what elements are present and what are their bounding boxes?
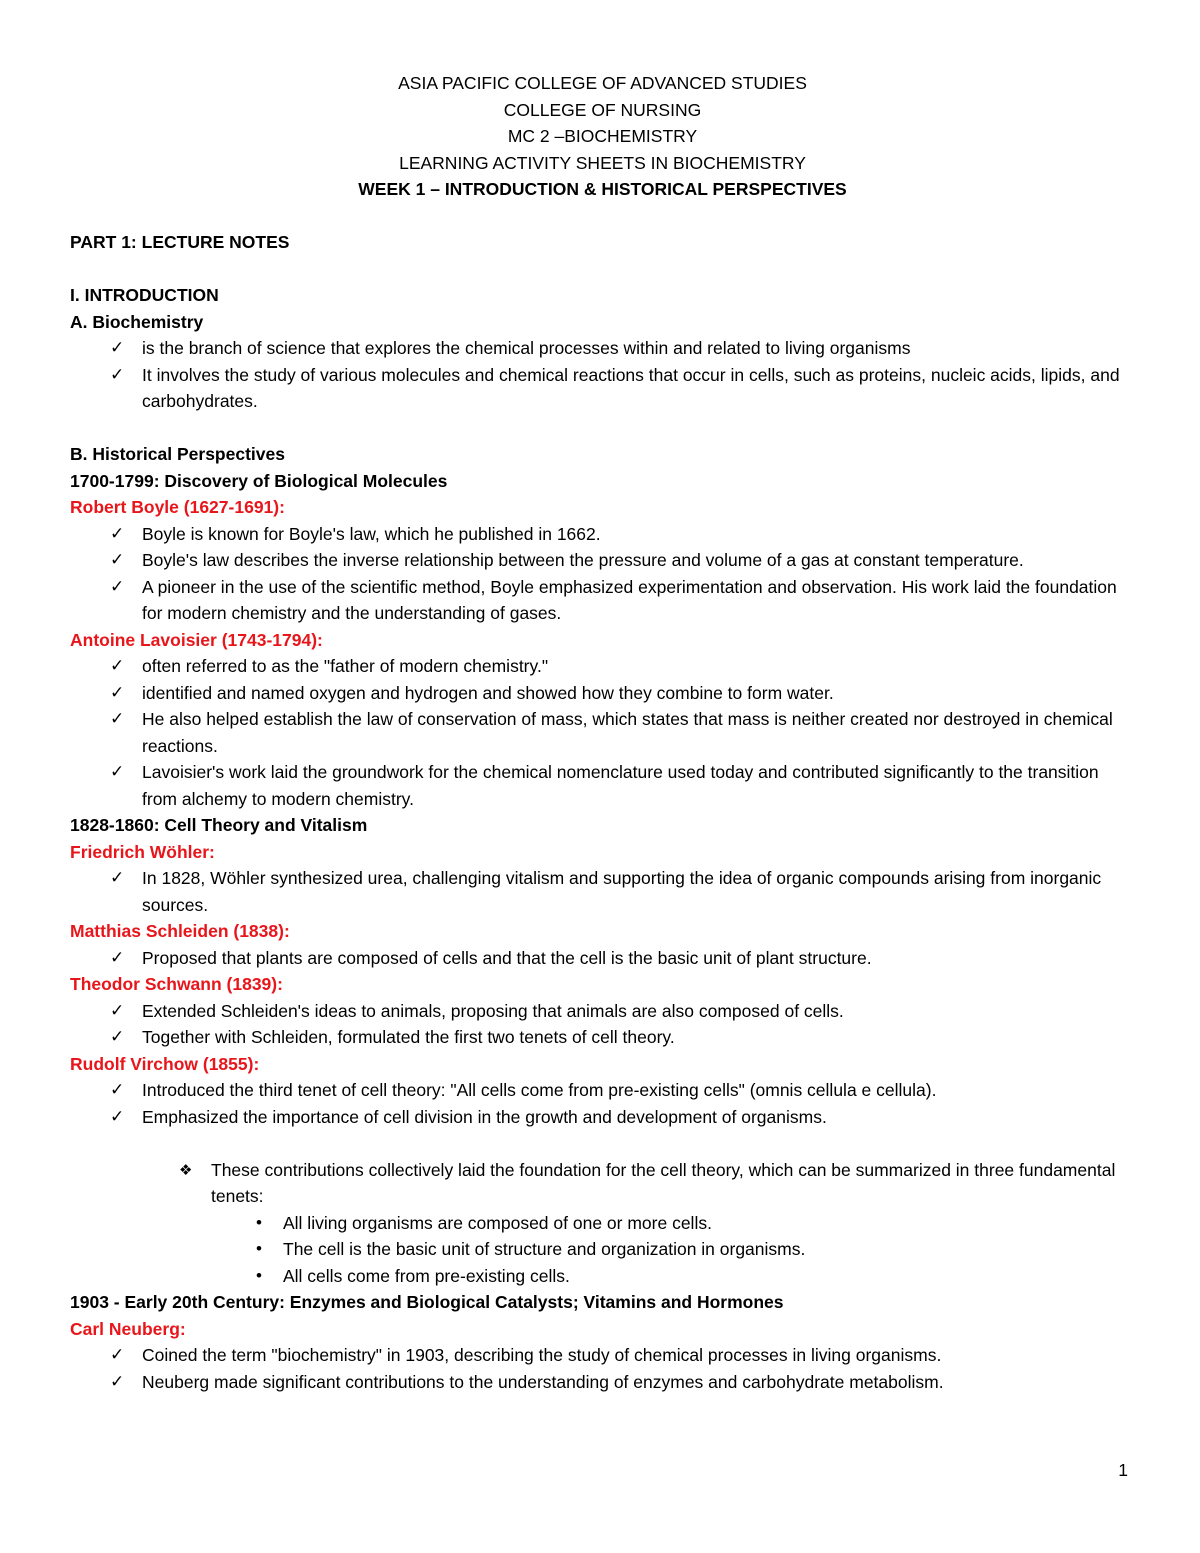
scientist-name: Rudolf Virchow (1855):	[70, 1053, 260, 1074]
scientist-name: Matthias Schleiden (1838):	[70, 921, 290, 941]
checkmark-icon: ✓	[110, 550, 125, 570]
bullet-list-schleiden	[70, 945, 1135, 972]
checkmark-icon: ✓	[110, 1027, 125, 1047]
checkmark-icon: ✓	[110, 682, 125, 703]
list-item: • All cells come from pre-existing cells.	[70, 1263, 1135, 1290]
checkmark-icon: ✓	[110, 576, 125, 597]
bullet-dot-icon: •	[256, 1265, 262, 1285]
page-number: 1	[1118, 1460, 1128, 1480]
institution-name: ASIA PACIFIC COLLEGE OF ADVANCED STUDIES	[398, 73, 807, 93]
list-item: ✓ is the branch of science that explores the chemical processes within and related to living organisms	[70, 335, 1135, 362]
list-item: ✓ A pioneer in the use of the scientific method, Boyle emphasized experimentation and observation. His work laid the foundation for modern chemistry and the understanding of gases.	[70, 574, 1135, 627]
period-heading: 1903 - Early 20th Century: Enzymes and Biological Catalysts; Vitamins and Hormones	[70, 1292, 784, 1312]
college-name: COLLEGE OF NURSING	[503, 99, 702, 120]
checkmark-icon: ✓	[110, 947, 125, 968]
cell-theory-tenets	[70, 1210, 1135, 1290]
course-code: MC 2 –BIOCHEMISTRY	[507, 126, 698, 146]
scientist-name: Robert Boyle (1627-1691):	[70, 497, 285, 517]
scientist-name: Antoine Lavoisier (1743-1794):	[70, 629, 323, 650]
list-item: ✓ It involves the study of various molecules and chemical reactions that occur in cells, such as proteins, nucleic acids, lipids, and carbohydrates.	[70, 362, 1135, 415]
sheet-title: LEARNING ACTIVITY SHEETS IN BIOCHEMISTRY	[399, 152, 806, 173]
bullet-list-lavoisier	[70, 653, 1135, 812]
list-item: ✓ Neuberg made significant contributions to the understanding of enzymes and carbohydrate metabolism.	[70, 1369, 1135, 1396]
bullet-dot-icon: •	[256, 1212, 262, 1232]
checkmark-icon: ✓	[110, 709, 125, 729]
checkmark-icon: ✓	[110, 762, 125, 782]
bullet-list-wohler	[70, 865, 1135, 918]
list-item: • The cell is the basic unit of structure and organization in organisms.	[70, 1236, 1135, 1263]
bullet-dot-icon: •	[256, 1239, 262, 1258]
list-item: ✓ Coined the term "biochemistry" in 1903, describing the study of chemical processes in living organisms.	[70, 1342, 1135, 1369]
list-item: ✓ He also helped establish the law of conservation of mass, which states that mass is neither created nor destroyed in chemical reactions.	[70, 706, 1135, 759]
bullet-list-biochemistry	[70, 335, 1135, 415]
list-item: • All living organisms are composed of one or more cells.	[70, 1210, 1135, 1237]
checkmark-icon: ✓	[110, 1000, 125, 1021]
list-item: ✓ Emphasized the importance of cell division in the growth and development of organisms.	[70, 1104, 1135, 1131]
list-item: ✓ identified and named oxygen and hydrogen and showed how they combine to form water.	[70, 680, 1135, 707]
checkmark-icon: ✓	[110, 364, 125, 385]
list-item: ✓ Together with Schleiden, formulated the first two tenets of cell theory.	[70, 1024, 1135, 1051]
list-item: ✓ Lavoisier's work laid the groundwork for the chemical nomenclature used today and contributed significantly to the transition from alchemy to modern chemistry.	[70, 759, 1135, 812]
checkmark-icon: ✓	[110, 338, 125, 358]
section-heading-introduction: I. INTRODUCTION	[70, 285, 219, 305]
week-title: WEEK 1 – INTRODUCTION & HISTORICAL PERSPECTIVES	[358, 179, 847, 199]
bullet-list-neuberg	[70, 1342, 1135, 1395]
scientist-name: Theodor Schwann (1839):	[70, 974, 283, 994]
checkmark-icon: ✓	[110, 656, 125, 676]
subheading-biochemistry: A. Biochemistry	[70, 311, 204, 332]
scientist-name: Carl Neuberg:	[70, 1318, 186, 1339]
bullet-list-schwann	[70, 998, 1135, 1051]
period-heading: 1828-1860: Cell Theory and Vitalism	[70, 815, 368, 835]
checkmark-icon: ✓	[110, 1345, 125, 1365]
document-page	[70, 70, 1135, 1395]
list-item: ✓ often referred to as the "father of modern chemistry."	[70, 653, 1135, 680]
bullet-list-boyle	[70, 521, 1135, 627]
list-item: ✓ Boyle is known for Boyle's law, which he published in 1662.	[70, 521, 1135, 548]
checkmark-icon: ✓	[110, 868, 125, 888]
part-heading: PART 1: LECTURE NOTES	[70, 232, 290, 252]
checkmark-icon: ✓	[110, 1080, 125, 1100]
checkmark-icon: ✓	[110, 1371, 125, 1392]
period-heading: 1700-1799: Discovery of Biological Molecules	[70, 470, 448, 491]
cell-theory-summary: ❖ These contributions collectively laid the foundation for the cell theory, which can be summarized in three fundamental tenets:	[70, 1157, 1135, 1210]
checkmark-icon: ✓	[110, 523, 125, 544]
subheading-historical-perspectives: B. Historical Perspectives	[70, 444, 285, 464]
list-item: ✓ Introduced the third tenet of cell theory: "All cells come from pre-existing cells" (omnis cellula e cellula).	[70, 1077, 1135, 1104]
checkmark-icon: ✓	[110, 1106, 125, 1127]
list-item: ✓ Extended Schleiden's ideas to animals, proposing that animals are also composed of cells.	[70, 998, 1135, 1025]
list-item: ✓ In 1828, Wöhler synthesized urea, challenging vitalism and supporting the idea of organic compounds arising from inorganic sources.	[70, 865, 1135, 918]
list-item: ✓ Proposed that plants are composed of cells and that the cell is the basic unit of plant structure.	[70, 945, 1135, 972]
list-item: ✓ Boyle's law describes the inverse relationship between the pressure and volume of a gas at constant temperature.	[70, 547, 1135, 574]
document-header	[70, 70, 1135, 203]
bullet-list-virchow	[70, 1077, 1135, 1130]
diamond-bullet-icon: ❖	[179, 1160, 193, 1179]
scientist-name: Friedrich Wöhler:	[70, 841, 215, 862]
